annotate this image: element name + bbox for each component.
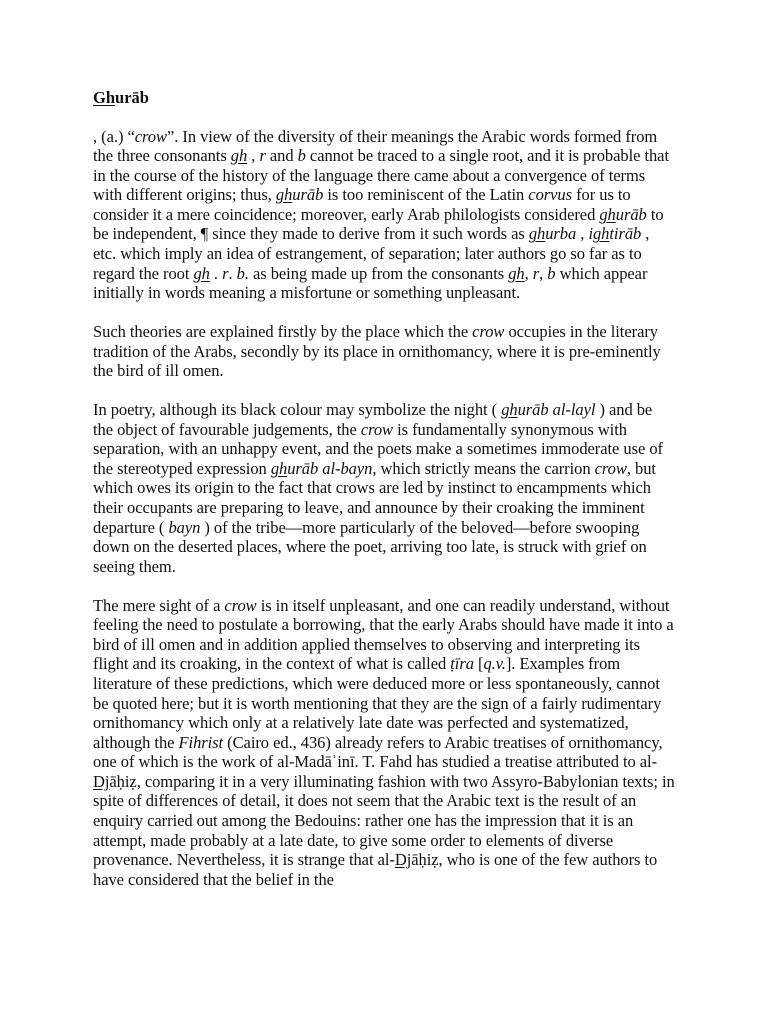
title-rest: urāb <box>115 88 149 107</box>
paragraph-3: In poetry, although its black colour may symbolize the night ( ghurāb al-layl ) and be the object of favourable judgements, the crow is fundamentally synonymous with separation, with an unhappy event, and the poets make a sometimes immoderate use of the stereotyped expression ghurāb al-bayn, which strictly means the carrion crow, but which owes its origin to the fact that crows are led by instinct to encampments which their occupants are preparing to leave, and announce by their croaking the imminent departure ( bayn ) of the tribe—more particularly of the beloved—before swooping down on the deserted places, where the poet, arriving too late, is struck with grief on seeing them. <box>93 400 663 576</box>
title-gh: Gh <box>93 88 116 107</box>
paragraph-2: Such theories are explained firstly by the place which the crow occupies in the literary tradition of the Arabs, secondly by its place in ornithomancy, where it is pre-eminently the bird of ill omen. <box>93 322 661 381</box>
paragraph-1: , (a.) “crow”. In view of the diversity of their meanings the Arabic words formed from the three consonants gh , r and b cannot be traced to a single root, and it is probable that in the course of the history of the language there came about a convergence of terms with different origins; thus, ghurāb is too reminiscent of the Latin corvus for us to consider it a mere coincidence; moreover, early Arab philologists considered ghurāb to be independent, ¶ since they made to derive from it such words as ghurba , ightirāb , etc. which imply an idea of estrangement, of separation; later authors go so far as to regard the root gh . r. b. as being made up from the consonants gh, r, b which appear initially in words meaning a misfortune or something unpleasant. <box>93 126 669 303</box>
article-title <box>93 88 676 108</box>
paragraph-4: The mere sight of a crow is in itself unpleasant, and one can readily understand, without feeling the need to postulate a borrowing, that the early Arabs should have made it into a bird of ill omen and in addition applied themselves to observing and interpreting its flight and its croaking, in the context of what is called ṭīra [q.v.]. Examples from literature of these predictions, which were deduced more or less spontaneously, cannot be quoted here; but it is worth mentioning that they are the sign of a fairly rudimentary ornithomancy which only at a relatively late date was perfected and systematized, although the Fihrist (Cairo ed., 436) already refers to Arabic treatises of ornithomancy, one of which is the work of al-Madāʾinī. T. Fahd has studied a treatise attributed to al-Djāḥiẓ, comparing it in a very illuminating fashion with two Assyro-Babylonian texts; in spite of differences of detail, it does not seem that the Arabic text is the result of an enquiry carried out among the Bedouins: rather one has the impression that it is an attempt, made probably at a late date, to give some order to elements of diverse provenance. Nevertheless, it is strange that al-Djāḥiẓ, who is one of the few authors to have considered that the belief in the <box>93 595 675 889</box>
